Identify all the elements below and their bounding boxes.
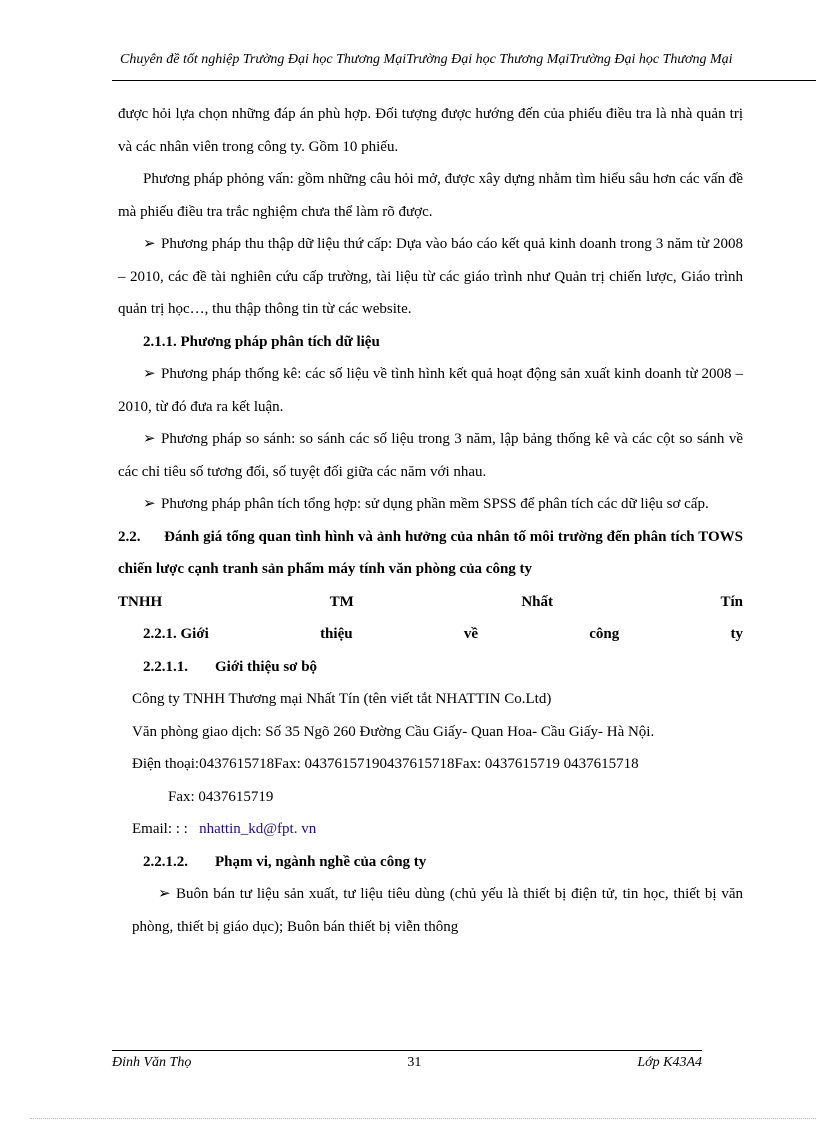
arrow-bullet-icon: ➢ bbox=[143, 496, 156, 512]
arrow-bullet-icon: ➢ bbox=[143, 366, 156, 382]
heading-word: công bbox=[589, 626, 620, 642]
heading-word: 2.2.1. Giới bbox=[143, 626, 209, 642]
bullet-text: Phương pháp thống kê: các số liệu về tình hình kết quả hoạt động sản xuất kinh doanh từ 2008 – 2010, từ đó đưa ra kết luận. bbox=[118, 366, 743, 415]
heading-text: Giới thiệu sơ bộ bbox=[215, 658, 318, 675]
bullet-business-scope bbox=[118, 878, 743, 943]
heading-2-2-1-2 bbox=[118, 846, 743, 879]
arrow-bullet-icon: ➢ bbox=[158, 886, 171, 902]
page-footer bbox=[112, 1050, 702, 1071]
email-label: Email: : : bbox=[132, 821, 188, 837]
paragraph-survey: được hỏi lựa chọn những đáp án phù hợp. Đối tượng được hướng đến của phiếu điều tra là nhà quản trị và các nhân viên trong công ty. Gồm 10 phiếu. bbox=[118, 106, 743, 155]
company-name-line: Công ty TNHH Thương mại Nhất Tín (tên viết tắt NHATTIN Co.Ltd) bbox=[132, 691, 552, 707]
arrow-bullet-icon: ➢ bbox=[143, 236, 156, 252]
bullet-text: Phương pháp phân tích tổng hợp: sử dụng phần mềm SPSS để phân tích các dữ liệu sơ cấp. bbox=[161, 496, 709, 512]
bullet-text: Phương pháp thu thập dữ liệu thứ cấp: Dựa vào báo cáo kết quả kinh doanh trong 3 năm từ 2008 – 2010, các đề tài nghiên cứu cấp trường, tài liệu từ các giáo trình như Quản trị chiến lược, Giáo trình quản trị học…, thu thập thông tin từ các website. bbox=[118, 236, 743, 317]
bullet-synthesis bbox=[118, 488, 743, 521]
bullet-secondary-data bbox=[118, 228, 743, 326]
footer-class: Lớp K43A4 bbox=[637, 1055, 702, 1070]
heading-word: Nhất bbox=[521, 593, 553, 610]
heading-text: Phạm vi, ngành nghề của công ty bbox=[215, 853, 427, 870]
heading-2-2-1-1 bbox=[118, 651, 743, 684]
heading-2-2-last-line bbox=[118, 586, 743, 619]
heading-2-1-1: 2.1.1. Phương pháp phân tích dữ liệu bbox=[143, 333, 380, 350]
heading-2-2-1 bbox=[118, 618, 743, 651]
document-body bbox=[118, 98, 743, 943]
heading-word: ty bbox=[730, 626, 743, 642]
heading-word: TM bbox=[329, 593, 354, 610]
paragraph-interview: Phương pháp phỏng vấn: gồm những câu hỏi mở, được xây dựng nhằm tìm hiểu sâu hơn các vấn đề mà phiếu điều tra trắc nghiệm chưa thể làm rõ được. bbox=[118, 171, 743, 220]
arrow-bullet-icon: ➢ bbox=[143, 431, 156, 447]
bullet-text: Phương pháp so sánh: so sánh các số liệu trong 3 năm, lập bảng thống kê và các cột so sánh về các chỉ tiêu số tương đối, số tuyệt đối giữa các năm với nhau. bbox=[118, 431, 743, 480]
footer-page-number: 31 bbox=[407, 1055, 422, 1070]
bullet-statistics bbox=[118, 358, 743, 423]
page-bottom-divider bbox=[30, 1118, 816, 1119]
heading-number: 2.2. bbox=[118, 528, 141, 545]
heading-word: thiệu bbox=[320, 626, 353, 642]
bullet-text: Buôn bán tư liệu sản xuất, tư liệu tiêu dùng (chủ yếu là thiết bị điện tử, tin học, thiết bị văn phòng, thiết bị giáo dục); Buôn bán thiết bị viễn thông bbox=[132, 886, 743, 935]
heading-number: 2.2.1.1. bbox=[143, 658, 188, 675]
email-link[interactable]: nhattin_kd@fpt. vn bbox=[199, 821, 317, 837]
heading-2-2 bbox=[118, 521, 743, 586]
heading-text: Đánh giá tổng quan tình hình và ảnh hưởng của nhân tố môi trường đến phân tích TOWS chiến lược cạnh tranh sản phẩm máy tính văn phòng của công ty bbox=[118, 528, 743, 577]
heading-word: Tín bbox=[720, 593, 743, 610]
phone-line: Điện thoại:0437615718Fax: 04376157190437615718Fax: 0437615719 0437615718 bbox=[132, 756, 639, 772]
heading-word: về bbox=[463, 626, 478, 642]
footer-author: Đinh Văn Thọ bbox=[112, 1055, 192, 1070]
office-address-line: Văn phòng giao dịch: Số 35 Ngõ 260 Đường Cầu Giấy- Quan Hoa- Cầu Giấy- Hà Nội. bbox=[132, 723, 655, 740]
email-line bbox=[118, 813, 743, 846]
fax-line: Fax: 0437615719 bbox=[168, 788, 274, 805]
bullet-comparison bbox=[118, 423, 743, 488]
heading-number: 2.2.1.2. bbox=[143, 853, 188, 870]
heading-word: TNHH bbox=[118, 593, 163, 610]
header-divider bbox=[112, 80, 816, 81]
page-header: Chuyên đề tốt nghiệp Trường Đại học Thương MạiTrường Đại học Thương MạiTrường Đại học Thương Mại bbox=[120, 52, 733, 67]
